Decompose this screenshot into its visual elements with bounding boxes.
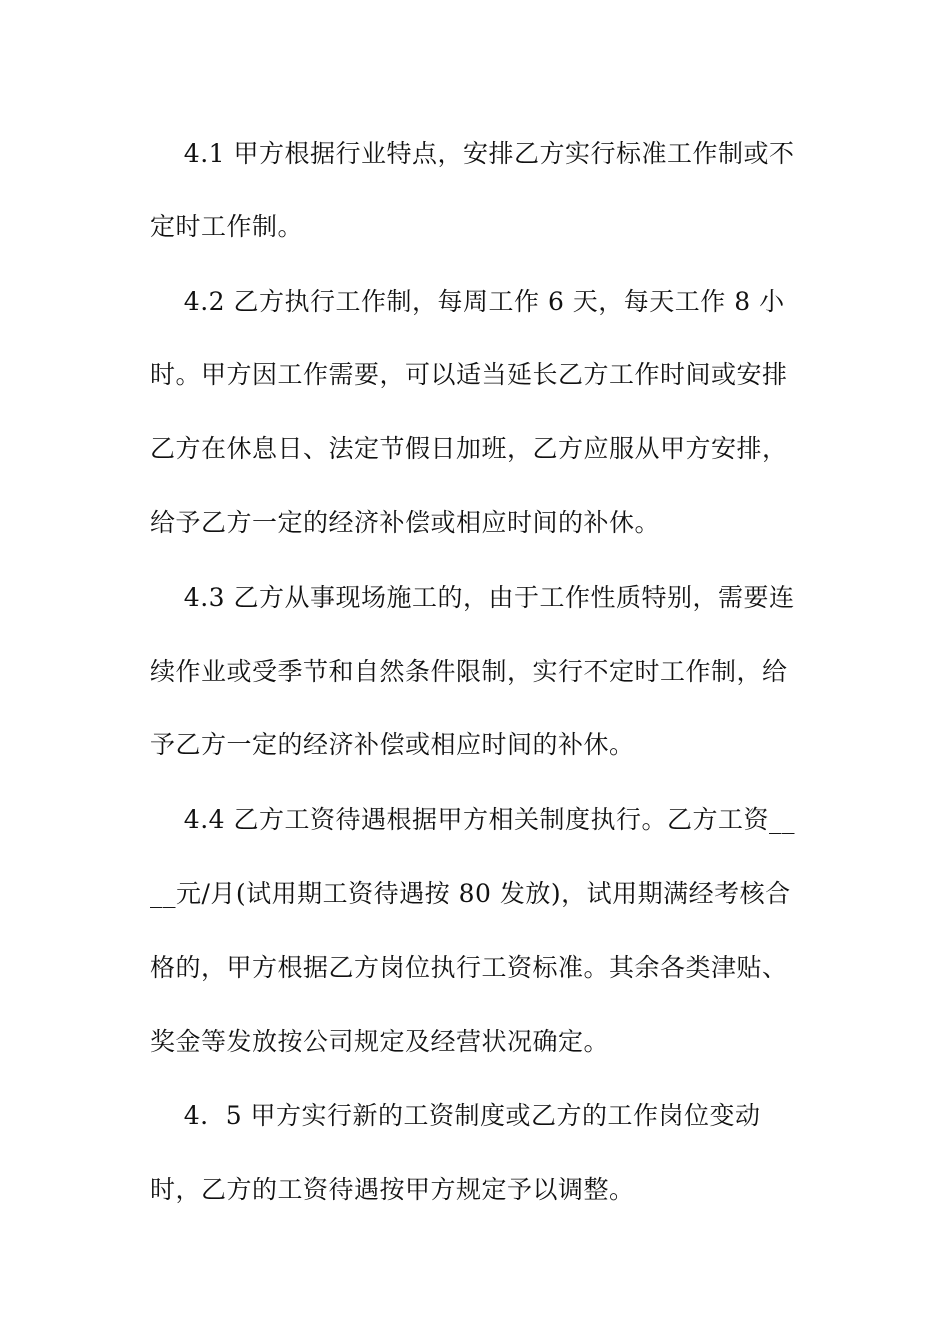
text-line: 给予乙方一定的经济补偿或相应时间的补休。 xyxy=(150,508,661,537)
text-line: 格的，甲方根据乙方岗位执行工资标准。其余各类津贴、 xyxy=(150,953,788,982)
text-line: 4.4 乙方工资待遇根据甲方相关制度执行。乙方工资__ xyxy=(150,805,795,834)
text-line: 定时工作制。 xyxy=(150,212,304,241)
text-line: 4.2 乙方执行工作制，每周工作 6 天，每天工作 8 小 xyxy=(150,287,785,316)
text-line: 予乙方一定的经济补偿或相应时间的补休。 xyxy=(150,730,635,759)
text-line: 时，乙方的工资待遇按甲方规定予以调整。 xyxy=(150,1175,635,1204)
text-line: __元/月(试用期工资待遇按 80 发放)，试用期满经考核合 xyxy=(150,879,791,908)
text-line: 4.3 乙方从事现场施工的，由于工作性质特别，需要连 xyxy=(150,583,795,612)
text-line: 4．5 甲方实行新的工资制度或乙方的工作岗位变动 xyxy=(150,1101,761,1130)
text-line: 续作业或受季节和自然条件限制，实行不定时工作制，给 xyxy=(150,657,788,686)
text-line: 乙方在休息日、法定节假日加班，乙方应服从甲方安排， xyxy=(150,434,788,463)
text-line: 4.1 甲方根据行业特点，安排乙方实行标准工作制或不 xyxy=(150,139,795,168)
text-line: 时。甲方因工作需要，可以适当延长乙方工作时间或安排 xyxy=(150,360,788,389)
text-line: 奖金等发放按公司规定及经营状况确定。 xyxy=(150,1027,610,1056)
